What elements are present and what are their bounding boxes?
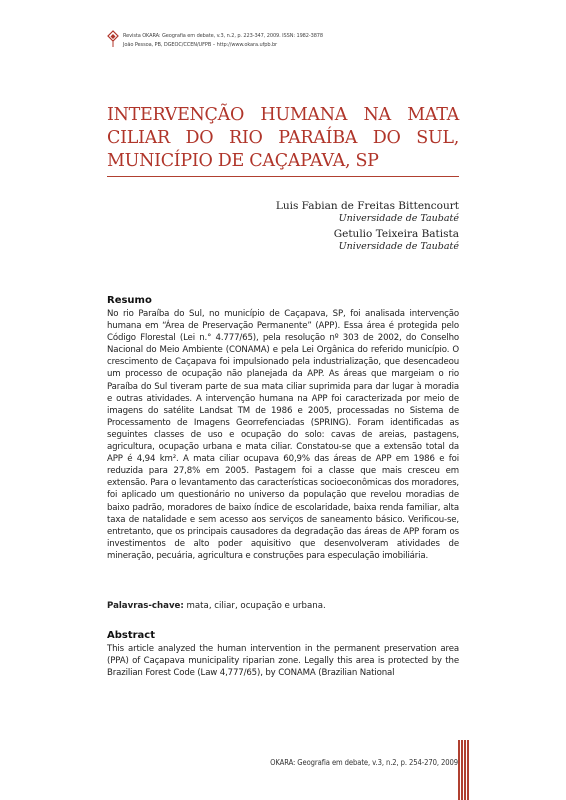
journal-header-text	[123, 32, 323, 49]
page-footer: OKARA: Geografia em debate, v.3, n.2, p. 254-270, 2009	[270, 758, 458, 767]
keywords	[107, 601, 326, 611]
journal-logo-icon	[107, 30, 119, 48]
author-name: Getulio Teixeira Batista	[333, 228, 459, 240]
author-name: Luis Fabian de Freitas Bittencourt	[275, 200, 459, 212]
abstract-heading: Abstract	[107, 630, 156, 641]
author-block	[276, 200, 459, 224]
abstract-text: This article analyzed the human intervention in the permanent preservation area (PPA) of Caçapava municipality riparian zone. Legally this area is protected by the Brazilian Forest Code (Law 4,777/65), by CONAMA (Brazilian National	[107, 644, 459, 679]
journal-location: João Pessoa, PB, DGEOC/CCEN/UFPB – http://www.okara.ufpb.br	[123, 41, 278, 48]
author-institution: Universidade de Taubaté	[338, 241, 459, 252]
resumo-text: No rio Paraíba do Sul, no município de Caçapava, SP, foi analisada intervenção humana em “Área de Preservação Permanente” (APP). Essa área é protegida pelo Código Florestal (Lei n.° 4.777/65), pela resolução nº 303 de 2002, do Conselho Nacional do Meio Ambiente (CONAMA) e pela Lei Orgânica do referido município. O crescimento de Caçapava foi impulsionado pela industrialização, que desencadeou um processo de ocupação não planejada da APP. As áreas que margeiam o rio Paraíba do Sul tiveram parte de sua mata ciliar suprimida para dar lugar à moradia e outras atividades. A intervenção humana na APP foi caracterizada por meio de imagens do satélite Landsat TM de 1986 e 2005, processadas no Sistema de Processamento de Imagens Georrefenciadas (SPRING). Foram identificadas as seguintes classes de uso e ocupação do solo: cavas de areias, pastagens, agricultura, ocupação urbana e mata ciliar. Constatou-se que a extensão total da APP é 4,94 km². A mata ciliar ocupava 60,9% das áreas de APP em 1986 e foi reduzida para 27,8% em 2005. Pastagem foi a classe que mais cresceu em extensão. Para o levantamento das características socioeconômicas dos moradores, foi aplicado um questionário no universo da população que revelou moradias de baixo padrão, moradores de baixo índice de escolaridade, baixa renda familiar, alta taxa de natalidade e sem acesso aos serviços de saneamento básico. Verificou-se, entretanto, que os principais causadores da degradação das áreas de APP foram os investimentos de alto poder aquisitivo que desenvolveram atividades de mineração, pecuária, agricultura e construções para especulação imobiliária.	[107, 309, 459, 561]
keywords-label: Palavras-chave:	[107, 601, 184, 611]
page-title: INTERVENÇÃO HUMANA NA MATA CILIAR DO RIO PARAÍBA DO SUL, MUNICÍPIO DE CAÇAPAVA, SP	[107, 105, 459, 171]
title-divider	[107, 176, 459, 177]
keywords-text: mata, ciliar, ocupação e urbana.	[183, 601, 326, 611]
author-institution: Universidade de Taubaté	[338, 213, 459, 224]
footer-decoration	[458, 740, 470, 800]
journal-citation: Revista OKARA: Geografia em debate, v.3, n.2, p. 223-347, 2009. ISSN: 1982-3878	[123, 33, 323, 39]
resumo-heading: Resumo	[107, 295, 152, 306]
author-block	[334, 228, 459, 252]
